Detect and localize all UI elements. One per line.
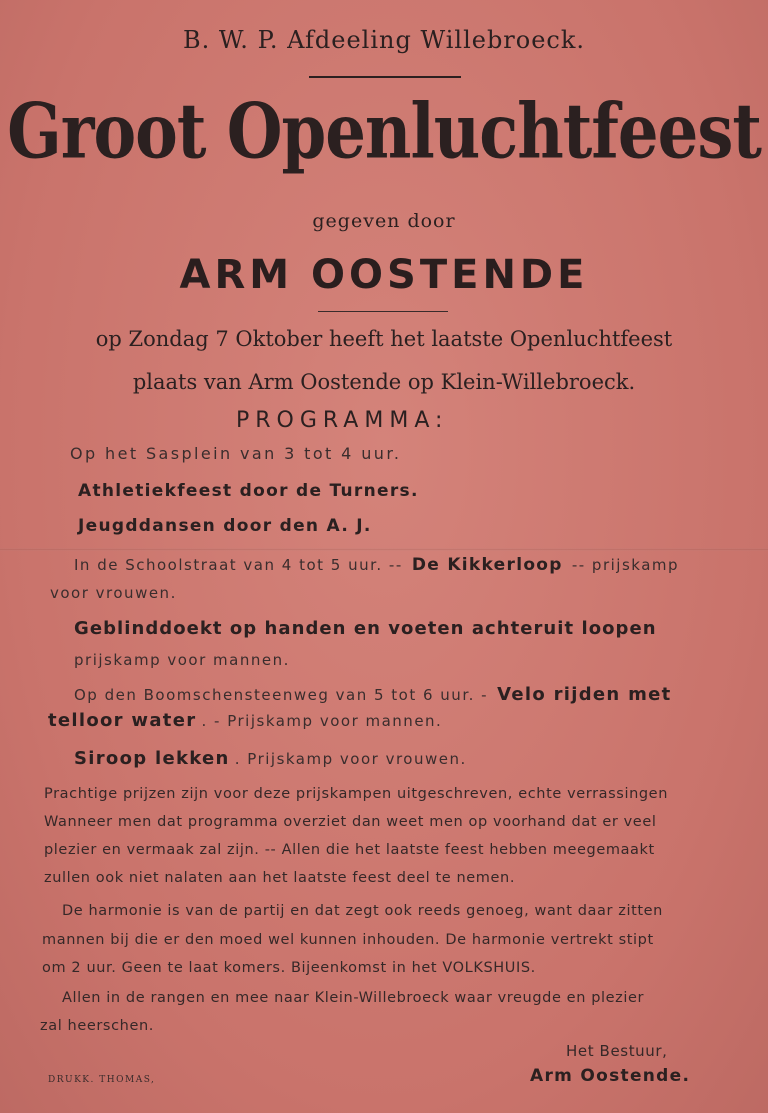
paragraph-line: mannen bij die er den moed wel kunnen inhouden. De harmonie vertrekt stipt [42,932,654,948]
paragraph-line: Allen in de rangen en mee naar Klein-Willebroeck waar vreugde en plezier [62,990,645,1006]
paragraph-line: plezier en vermaak zal zijn. -- Allen die het laatste feest hebben meegemaakt [44,842,655,858]
printer-credit: DRUKK. THOMAS, [48,1075,156,1085]
poster-title: Groot Openluchtfeest [7,88,761,177]
intro-line: plaats van Arm Oostende op Klein-Willebroeck. [132,370,636,394]
paragraph-line: zal heerschen. [40,1018,154,1034]
paragraph-line: Wanneer men dat programma overziet dan weet men op voorhand dat er veel [44,814,657,830]
program-item-detail: . Prijskamp voor vrouwen. [234,750,467,768]
divider-rule [318,311,448,312]
program-item-detail: voor vrouwen. [50,584,177,602]
program-item: Jeugddansen door den A. J. [78,516,372,536]
program-item-event: Velo rijden met [497,684,672,705]
program-item-location: In de Schoolstraat van 4 tot 5 uur. -- [74,556,403,574]
program-item: Athletiekfeest door de Turners. [78,481,419,501]
program-item-detail: prijskamp voor mannen. [74,651,290,669]
program-item-location: Op het Sasplein van 3 tot 4 uur. [70,444,402,463]
program-item-row [48,710,442,731]
paragraph-line: zullen ook niet nalaten aan het laatste feest deel te nemen. [44,870,516,886]
program-item-event: Geblinddoekt op handen en voeten achteruit loopen [74,618,657,639]
paragraph-line: om 2 uur. Geen te laat komers. Bijeenkomst in het VOLKSHUIS. [42,960,536,976]
program-item-event: telloor water [48,710,197,731]
fold-crease [0,548,768,551]
program-item-detail: . - Prijskamp voor mannen. [201,712,443,730]
program-item-row [74,684,672,705]
organization-heading: B. W. P. Afdeeling Willebroeck. [182,26,586,54]
intro-line: op Zondag 7 Oktober heeft het laatste Openluchtfeest [95,327,673,351]
organizer-name: ARM OOSTENDE [179,252,589,298]
program-item-detail: -- prijskamp [571,556,680,574]
program-item-row [74,555,679,575]
program-item-location: Op den Boomschensteenweg van 5 tot 6 uur. - [74,686,489,704]
given-by-line: gegeven door [312,210,456,232]
paragraph-line: De harmonie is van de partij en dat zegt ook reeds genoeg, want daar zitten [62,903,663,919]
program-item-row [74,748,467,769]
program-heading: PROGRAMMA: [236,408,449,433]
program-item-event: Siroop lekken [74,748,230,769]
signature-line: Het Bestuur, [566,1042,668,1060]
paragraph-line: Prachtige prijzen zijn voor deze prijskampen uitgeschreven, echte verrassingen [44,786,668,802]
divider-rule [309,76,461,78]
signature-organization: Arm Oostende. [530,1066,691,1086]
program-item-event: De Kikkerloop [411,555,563,575]
